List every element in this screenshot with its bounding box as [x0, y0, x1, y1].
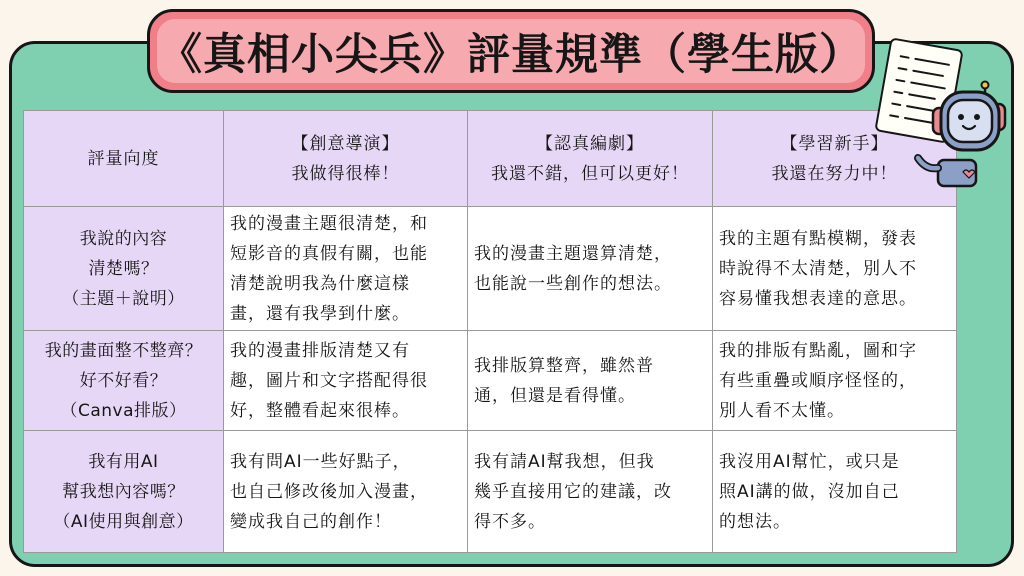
- header-row: [24, 111, 957, 207]
- level-header-beginner: 【學習新手】 我還在努力中！: [713, 111, 957, 207]
- level-header-director: 【創意導演】 我做得很棒！: [224, 111, 468, 207]
- criteria-cell: 我有問AI一些好點子， 也自己修改後加入漫畫， 變成我自己的創作！: [224, 431, 468, 553]
- criteria-cell: 我沒用AI幫忙，或只是 照AI講的做，沒加自己 的想法。: [713, 431, 957, 553]
- dimension-cell: 我說的內容 清楚嗎？ （主題＋說明）: [24, 207, 224, 331]
- dimension-cell: 我的畫面整不整齊？ 好不好看？ （Canva排版）: [24, 331, 224, 431]
- title-banner-inner: [157, 19, 865, 83]
- criteria-cell: 我排版算整齊，雖然普 通，但還是看得懂。: [468, 331, 713, 431]
- level-header-writer: 【認真編劇】 我還不錯，但可以更好！: [468, 111, 713, 207]
- robot-mascot-icon: [905, 80, 1020, 190]
- criteria-cell: 我的主題有點模糊，發表 時說得不太清楚，別人不 容易懂我想表達的意思。: [713, 207, 957, 331]
- title-banner: [147, 9, 875, 93]
- dimension-header: 評量向度: [24, 111, 224, 207]
- table-row: [24, 331, 957, 431]
- criteria-cell: 我的漫畫主題還算清楚， 也能說一些創作的想法。: [468, 207, 713, 331]
- criteria-cell: 我的漫畫主題很清楚，和 短影音的真假有關，也能 清楚說明我為什麼這樣 畫，還有我學到什麼。: [224, 207, 468, 331]
- criteria-cell: 我的排版有點亂，圖和字 有些重疊或順序怪怪的， 別人看不太懂。: [713, 331, 957, 431]
- rubric-table: [23, 110, 957, 553]
- criteria-cell: 我有請AI幫我想，但我 幾乎直接用它的建議，改 得不多。: [468, 431, 713, 553]
- table-row: [24, 207, 957, 331]
- page-title: 《真相小尖兵》評量規準（學生版）: [159, 29, 863, 80]
- criteria-cell: 我的漫畫排版清楚又有 趣，圖片和文字搭配得很 好，整體看起來很棒。: [224, 331, 468, 431]
- table-row: [24, 431, 957, 553]
- dimension-cell: 我有用AI 幫我想內容嗎？ （AI使用與創意）: [24, 431, 224, 553]
